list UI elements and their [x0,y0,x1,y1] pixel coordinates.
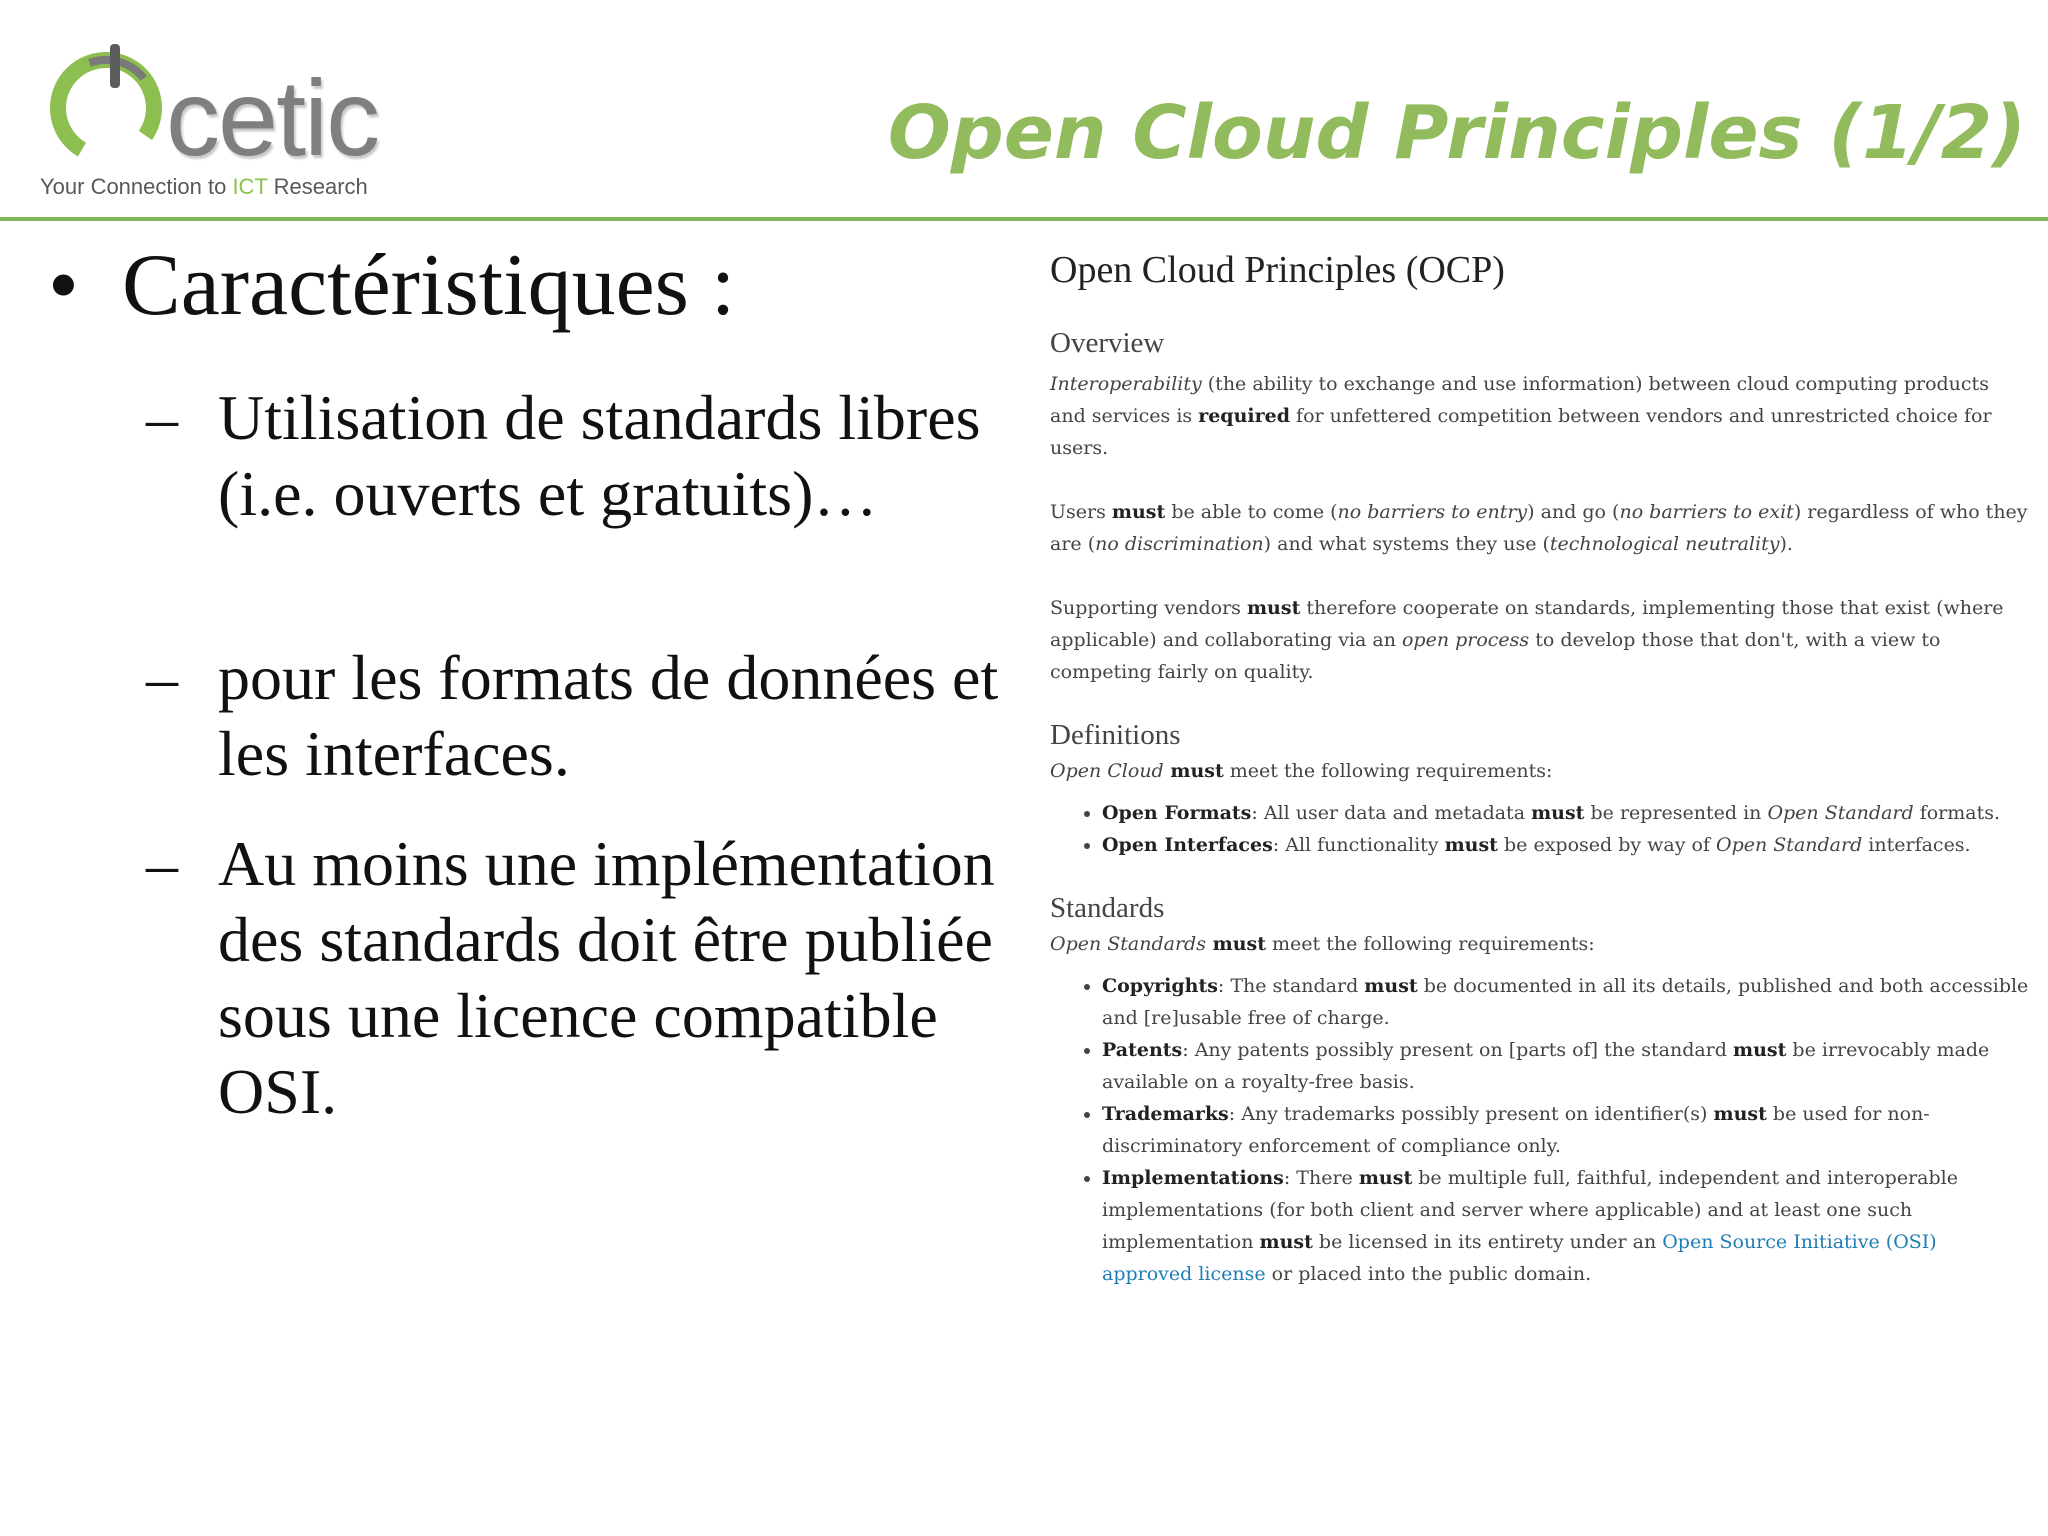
main-bullet [48,238,735,335]
overview-paragraph: Users must be able to come (no barriers to entry) and go (no barriers to exit) regardless of who they are (no discrimination) and what systems they use (technological neutrality). [1050,501,2028,556]
definitions-list [1050,797,2030,861]
definitions-intro: Open Cloud must meet the following requirements: [1050,760,1553,783]
slide-title: Open Cloud Principles (1/2) [887,90,2026,176]
logo-tagline: Your Connection to ICT Research [40,174,368,199]
sub-bullet [146,640,1016,792]
list-item: • Open Interfaces: All functionality must be exposed by way of Open Standard interfaces. [1102,829,2030,861]
list-item: • Implementations: There must be multiple full, faithful, independent and interoperable implementations (for both client and server where applicable) and at least one such implementation must be licensed in its entirety under an Open Source Initiative (OSI) approved license or placed into the public domain. [1102,1162,2030,1290]
sub-bullet-text: Utilisation de standards libres (i.e. ouverts et gratuits)… [218,382,981,529]
bullet-icon: • [48,237,79,334]
title-divider [0,217,2048,221]
overview-heading: Overview [1050,326,1165,359]
sub-bullet [146,380,1016,532]
logo-wordmark: cetic [166,57,379,178]
logo-swirl-icon [38,36,168,166]
cetic-logo [38,36,418,206]
list-item: • Open Formats: All user data and metadata must be represented in Open Standard formats. [1102,797,2030,829]
overview-paragraph: Supporting vendors must therefore cooperate on standards, implementing those that exist (where applicable) and collaborating via an open process to develop those that don't, with a view to competing fairly on quality. [1050,597,2004,684]
list-item: • Trademarks: Any trademarks possibly present on identifier(s) must be used for non-discriminatory enforcement of compliance only. [1102,1098,2030,1162]
dash-icon: – [146,828,178,899]
overview-paragraph: Interoperability (the ability to exchange and use information) between cloud computing products and services is required for unfettered competition between vendors and unrestricted choice for users. [1050,373,1992,460]
sub-bullet [146,826,1016,1130]
main-bullet-text: Caractéristiques : [122,237,736,334]
standards-intro: Open Standards must meet the following requirements: [1050,932,1595,955]
standards-list [1050,970,2030,1290]
ocp-document [1050,248,2030,1290]
definitions-heading: Definitions [1050,719,1181,752]
standards-heading: Standards [1050,892,1165,925]
list-item: • Copyrights: The standard must be documented in all its details, published and both accessible and [re]usable free of charge. [1102,970,2030,1034]
sub-bullet-text: pour les formats de données et les interfaces. [218,642,999,789]
osi-license-link[interactable]: Open Source Initiative (OSI) approved license [1102,1230,1937,1285]
list-item: • Patents: Any patents possibly present on [parts of] the standard must be irrevocably made available on a royalty-free basis. [1102,1034,2030,1098]
dash-icon: – [146,642,178,713]
dash-icon: – [146,382,178,453]
ocp-title: Open Cloud Principles (OCP) [1050,249,1505,291]
sub-bullet-text: Au moins une implémentation des standards doit être publiée sous une licence compatible OSI. [218,828,995,1127]
